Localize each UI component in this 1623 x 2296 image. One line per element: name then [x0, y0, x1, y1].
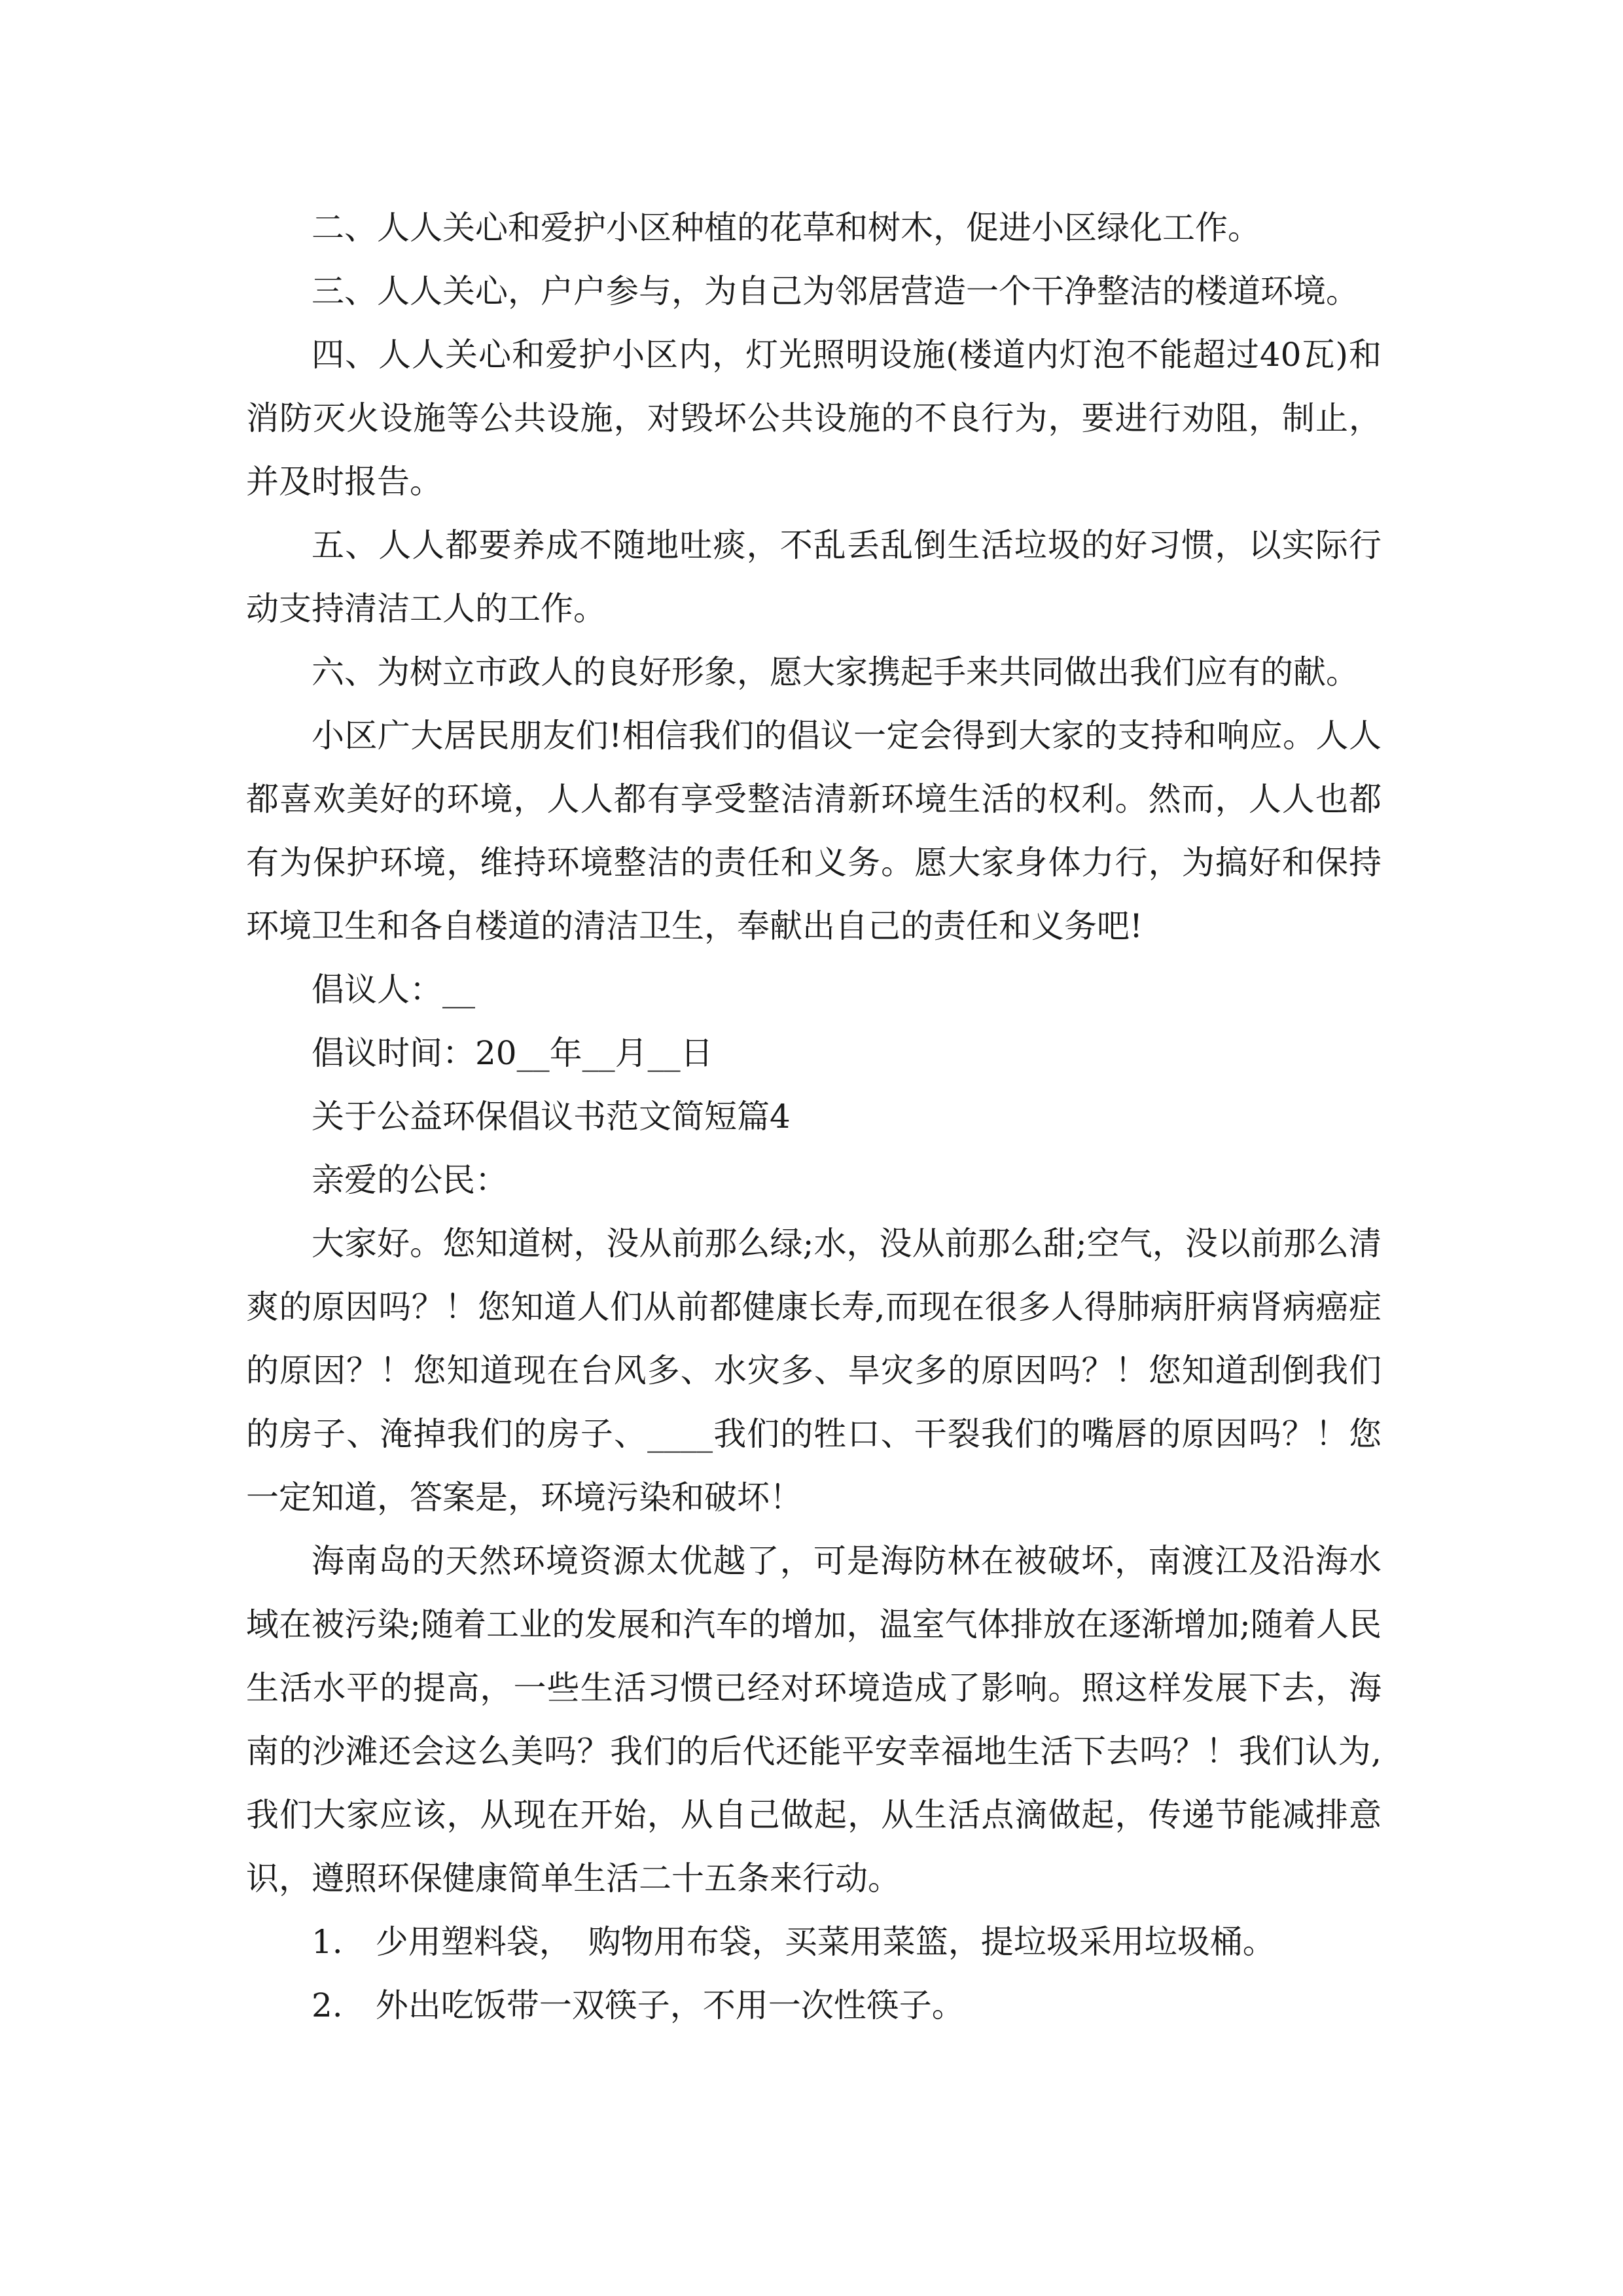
paragraph-item-4: 四、人人关心和爱护小区内，灯光照明设施(楼道内灯泡不能超过40瓦)和消防灭火设施等公共设施，对毁坏公共设施的不良行为，要进行劝阻，制止，并及时报告。 — [246, 336, 1382, 501]
paragraph-item-3: 三、人人关心，户户参与，为自己为邻居营造一个干净整洁的楼道环境。 — [312, 272, 1359, 310]
salutation: 亲爱的公民： — [312, 1161, 508, 1199]
list-item-1: 1. 少用塑料袋， 购物用布袋，买菜用菜篮，提垃圾采用垃圾桶。 — [312, 1923, 1275, 1961]
paragraph-item-2: 二、人人关心和爱护小区种植的花草和树木，促进小区绿化工作。 — [312, 209, 1260, 247]
proposal-date-line: 倡议时间：20__年__月__日 — [312, 1034, 713, 1072]
document-body — [246, 196, 1382, 2037]
section-heading: 关于公益环保倡议书范文简短篇4 — [312, 1098, 791, 1136]
paragraph-closing-appeal: 小区广大居民朋友们!相信我们的倡议一定会得到大家的支持和响应。人人都喜欢美好的环境，人人都有享受整洁清新环境生活的权利。然而，人人也都有为保护环境，维持环境整洁的责任和义务。愿大家身体力行，为搞好和保持环境卫生和各自楼道的清洁卫生，奉献出自己的责任和义务吧! — [246, 717, 1382, 945]
paragraph-item-5: 五、人人都要养成不随地吐痰，不乱丢乱倒生活垃圾的好习惯，以实际行动支持清洁工人的工作。 — [246, 526, 1382, 628]
list-item-2: 2. 外出吃饭带一双筷子，不用一次性筷子。 — [312, 1986, 965, 2024]
proposer-line: 倡议人：__ — [312, 971, 475, 1009]
paragraph-hainan: 海南岛的天然环境资源太优越了，可是海防林在被破坏，南渡江及沿海水域在被污染;随着工业的发展和汽车的增加，温室气体排放在逐渐增加;随着人民生活水平的提高，一些生活习惯已经对环境造成了影响。照这样发展下去，海南的沙滩还会这么美吗？我们的后代还能平安幸福地生活下去吗？！我们认为,我们大家应该，从现在开始，从自己做起，从生活点滴做起，传递节能减排意识，遵照环保健康简单生活二十五条来行动。 — [246, 1542, 1382, 1897]
paragraph-intro: 大家好。您知道树，没从前那么绿;水，没从前那么甜;空气，没以前那么清爽的原因吗？！您知道人们从前都健康长寿,而现在很多人得肺病肝病肾病癌症的原因？！您知道现在台风多、水灾多、旱灾多的原因吗？！您知道刮倒我们的房子、淹掉我们的房子、____我们的牲口、干裂我们的嘴唇的原因吗？！您一定知道，答案是，环境污染和破坏！ — [246, 1225, 1382, 1516]
paragraph-item-6: 六、为树立市政人的良好形象，愿大家携起手来共同做出我们应有的献。 — [312, 653, 1359, 691]
